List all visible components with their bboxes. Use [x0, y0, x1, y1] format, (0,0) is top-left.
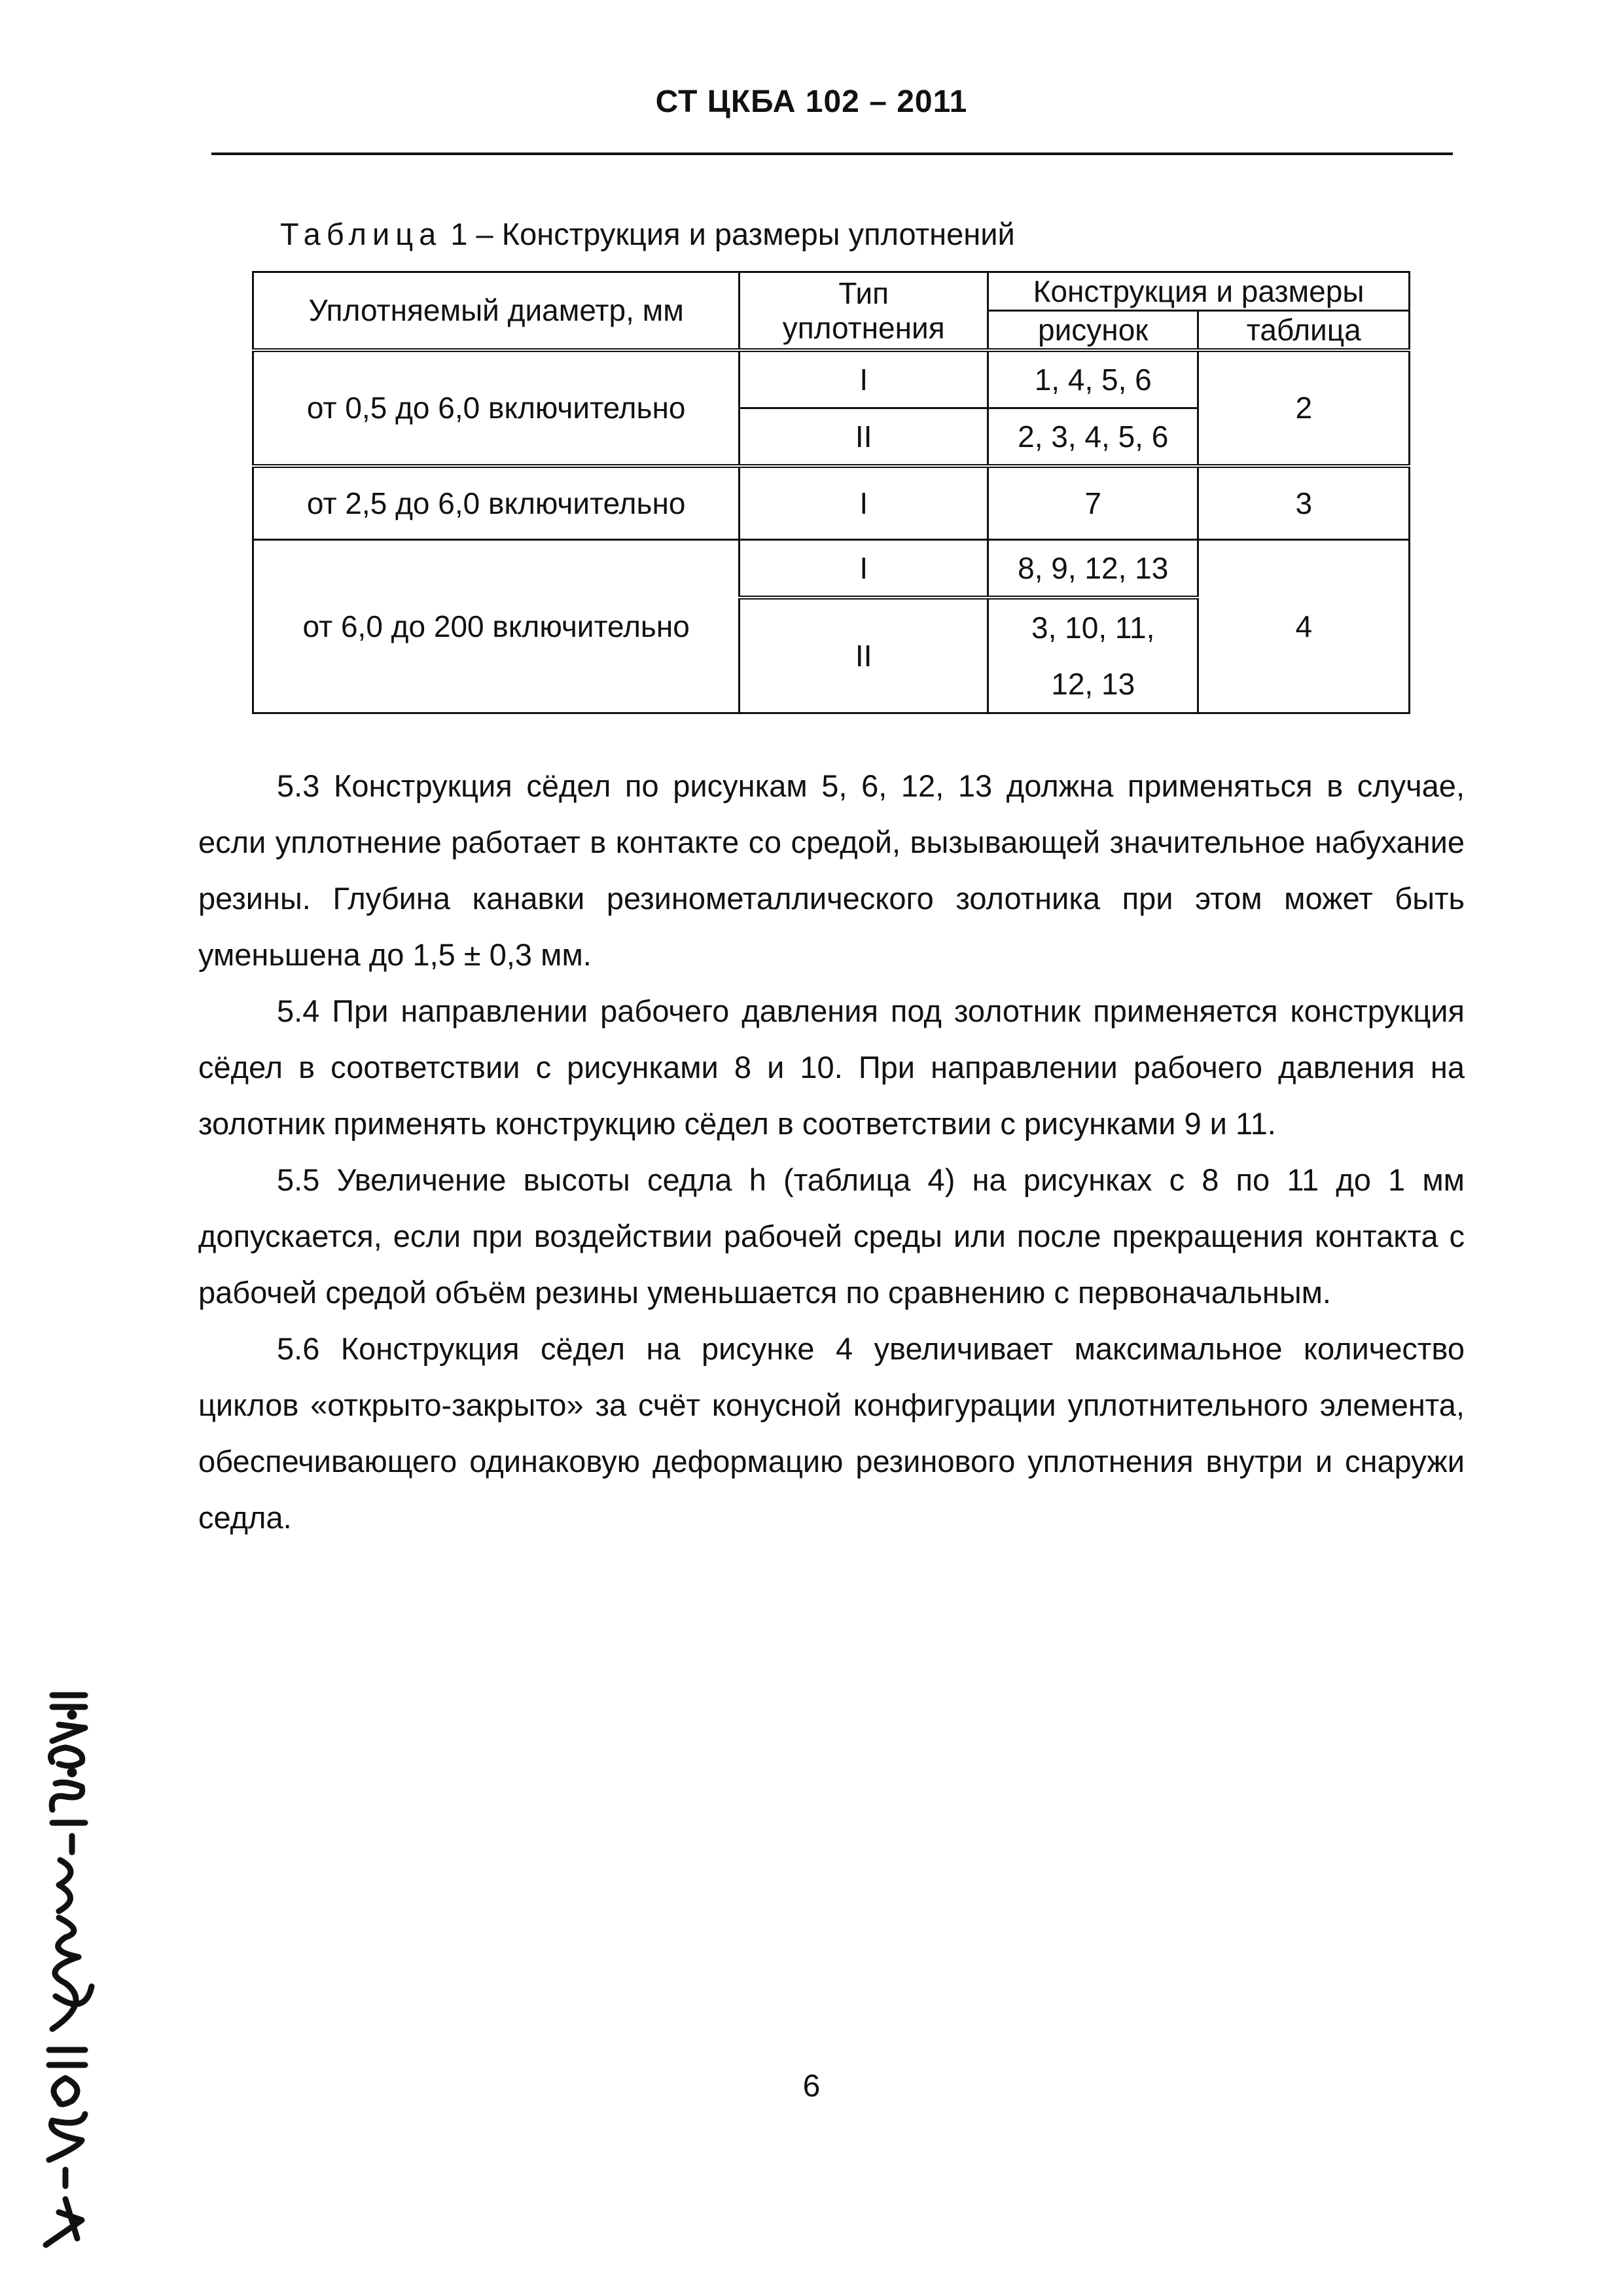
header-diameter: Уплотняемый диаметр, мм: [253, 272, 740, 351]
cell-type: I: [740, 350, 988, 408]
header-figure: рисунок: [988, 311, 1198, 351]
cell-figure: 2, 3, 4, 5, 6: [988, 408, 1198, 467]
cell-table-ref: 2: [1198, 350, 1410, 466]
header-seal-type: [740, 272, 988, 351]
paragraph-5-6: 5.6 Конструкция сёдел на рисунке 4 увеличивает максимальное количество циклов «открыто-закрыто» за счёт конусной конфигурации уплотнительного элемента, обеспечивающего одинаковую деформацию резинового уплотнения внутри и снаружи седла.: [198, 1331, 1465, 1535]
document-header: СТ ЦКБА 102 – 2011: [655, 84, 968, 119]
cell-type: I: [740, 466, 988, 540]
table-caption-text: 1 – Конструкция и размеры уплотнений: [442, 217, 1015, 251]
cell-diameter: от 2,5 до 6,0 включительно: [253, 466, 740, 540]
header-table-ref: таблица: [1198, 311, 1410, 351]
handwritten-signature: [20, 1689, 105, 2258]
cell-diameter: от 0,5 до 6,0 включительно: [253, 350, 740, 466]
table-caption: [280, 216, 1015, 252]
cell-figure-line: 12, 13: [1051, 667, 1135, 701]
cell-type: II: [740, 598, 988, 713]
paragraph-5-5: 5.5 Увеличение высоты седла h (таблица 4) на рисунках с 8 по 11 до 1 мм допускается, если при воздействии рабочей среды или после прекращения контакта с рабочей средой объём резины уменьшается по сравнению с первоначальным.: [198, 1162, 1465, 1310]
header-divider: [211, 152, 1453, 155]
header-construction: Конструкция и размеры: [988, 272, 1409, 311]
seals-table: [252, 271, 1410, 714]
cell-figure: 1, 4, 5, 6: [988, 350, 1198, 408]
table-row: [253, 466, 1410, 540]
cell-table-ref: 4: [1198, 540, 1410, 713]
table-caption-word: Таблица: [280, 217, 442, 251]
cell-figure: 7: [988, 466, 1198, 540]
cell-diameter: от 6,0 до 200 включительно: [253, 540, 740, 713]
table-row: [253, 540, 1410, 598]
cell-figure: [988, 598, 1198, 713]
paragraph-5-3: 5.3 Конструкция сёдел по рисункам 5, 6, 12, 13 должна применяться в случае, если уплотнение работает в контакте со средой, вызывающей значительное набухание резины. Глубина канавки резинометаллического золотника при этом может быть уменьшена до 1,5 ± 0,3 мм.: [198, 768, 1465, 972]
cell-type: II: [740, 408, 988, 467]
cell-type: I: [740, 540, 988, 598]
body-text: [198, 758, 1465, 1546]
cell-table-ref: 3: [1198, 466, 1410, 540]
header-seal-type-text: Тип уплотнения: [782, 276, 945, 345]
table-row: [253, 350, 1410, 408]
paragraph-5-4: 5.4 При направлении рабочего давления под золотник применяется конструкция сёдел в соответствии с рисунками 8 и 10. При направлении рабочего давления на золотник применять конструкцию сёдел в соответствии с рисунками 9 и 11.: [198, 994, 1465, 1141]
cell-figure: 8, 9, 12, 13: [988, 540, 1198, 598]
cell-figure-line: 3, 10, 11,: [1031, 611, 1155, 645]
page-number: 6: [802, 2069, 821, 2104]
